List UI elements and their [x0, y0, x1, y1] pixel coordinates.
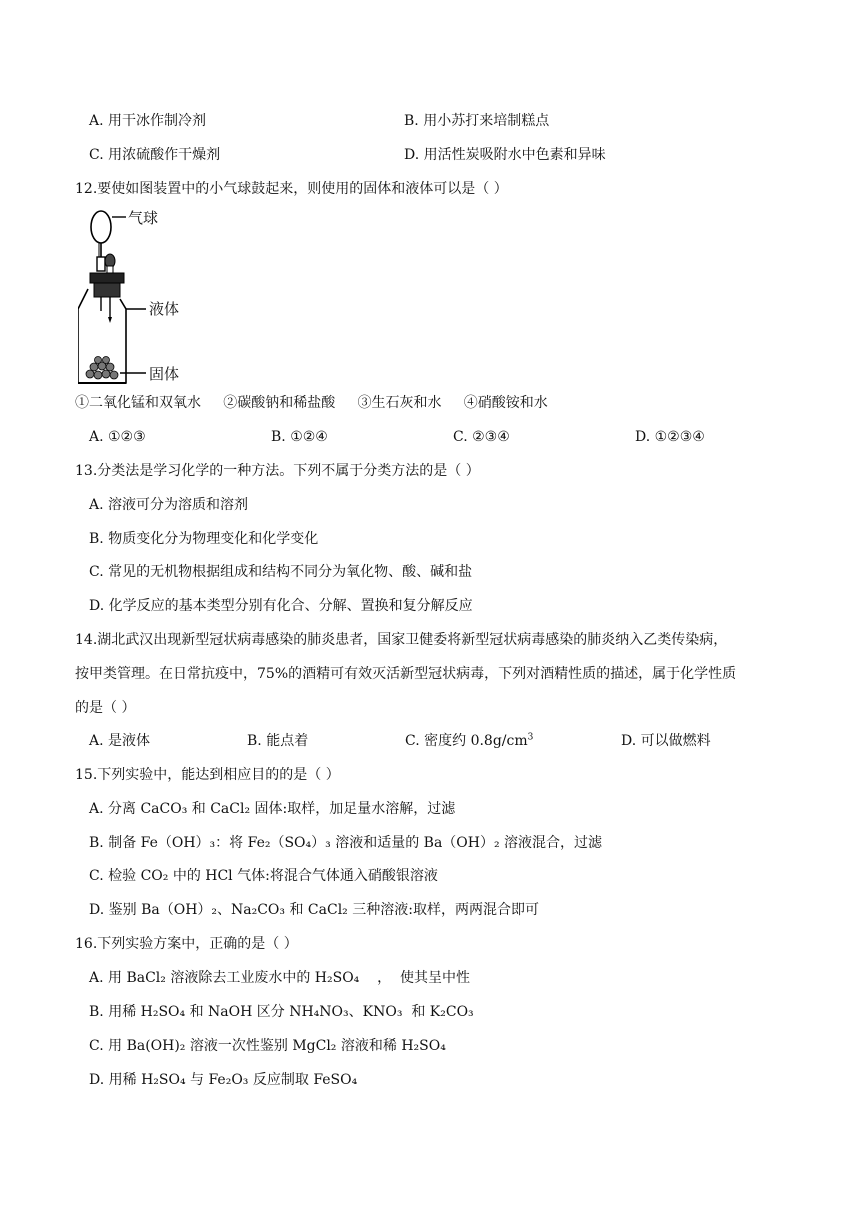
- q12-stem: 12.要使如图装置中的小气球鼓起来，则使用的固体和液体可以是（ ）: [75, 181, 508, 197]
- q14-option-a: A. 是液体: [89, 733, 151, 749]
- q14-option-c: C. 密度约 $0.8g/cm^3$: [405, 732, 534, 749]
- q14-stem-line3: 的是（ ）: [75, 700, 136, 716]
- q11-option-a: A. 用干冰作制冷剂: [89, 113, 207, 129]
- q13-option-d: D. 化学反应的基本类型分别有化合、分解、置换和复分解反应: [89, 598, 473, 614]
- q13-option-b: B. 物质变化分为物理变化和化学变化: [89, 531, 319, 547]
- label-solid: 固体: [149, 365, 180, 383]
- q12-option-d: D. ①②③④: [635, 429, 705, 445]
- q14-option-b: B. 能点着: [247, 733, 309, 749]
- q15-option-a: A. 分离 CaCO₃ 和 CaCl₂ 固体:取样，加足量水溶解，过滤: [89, 801, 456, 817]
- q15-option-c: C. 检验 CO₂ 中的 HCl 气体:将混合气体通入硝酸银溶液: [89, 868, 438, 884]
- q16-stem: 16.下列实验方案中，正确的是（ ）: [75, 936, 298, 952]
- q14-stem-line2: 按甲类管理。在日常抗疫中，75%的酒精可有效灭活新型冠状病毒，下列对酒精性质的描述，属于化学性质: [75, 666, 737, 682]
- label-balloon: 气球: [128, 209, 159, 227]
- q11-option-b: B. 用小苏打来培制糕点: [404, 113, 550, 129]
- q12-option-b: B. ①②④: [271, 429, 328, 445]
- q16-option-c: C. 用 Ba(OH)₂ 溶液一次性鉴别 MgCl₂ 溶液和稀 H₂SO₄: [89, 1038, 446, 1054]
- q12-option-a: A. ①②③: [89, 429, 146, 445]
- q12-choices: ①二氧化锰和双氧水 ②碳酸钠和稀盐酸 ③生石灰和水 ④硝酸铵和水: [75, 395, 548, 411]
- q14-option-d: D. 可以做燃料: [621, 733, 711, 749]
- q15-option-b: B. 制备 Fe（OH）₃：将 Fe₂（SO₄）₃ 溶液和适量的 Ba（OH）₂ 溶液混合，过滤: [89, 835, 603, 851]
- q13-stem: 13.分类法是学习化学的一种方法。下列不属于分类方法的是（ ）: [75, 463, 480, 479]
- q11-option-d: D. 用活性炭吸附水中色素和异味: [404, 147, 606, 163]
- q12-option-c: C. ②③④: [453, 429, 510, 445]
- label-liquid: 液体: [149, 300, 180, 318]
- q11-option-c: C. 用浓硫酸作干燥剂: [89, 147, 221, 163]
- balloon-shape: [91, 211, 111, 243]
- q16-option-d: D. 用稀 H₂SO₄ 与 Fe₂O₃ 反应制取 FeSO₄: [89, 1072, 358, 1088]
- q16-option-a: A. 用 BaCl₂ 溶液除去工业废水中的 H₂SO₄ ， 使其呈中性: [89, 970, 470, 986]
- q12-apparatus-figure: [78, 205, 198, 387]
- q13-option-c: C. 常见的无机物根据组成和结构不同分为氧化物、酸、碱和盐: [89, 564, 473, 580]
- solid-particles: [86, 357, 118, 380]
- q15-option-d: D. 鉴别 Ba（OH）₂、Na₂CO₃ 和 CaCl₂ 三种溶液:取样，两两混合即可: [89, 902, 539, 918]
- q13-option-a: A. 溶液可分为溶质和溶剂: [89, 497, 249, 513]
- q15-stem: 15.下列实验中，能达到相应目的的是（ ）: [75, 767, 340, 783]
- q14-stem-line1: 14.湖北武汉出现新型冠状病毒感染的肺炎患者，国家卫健委将新型冠状病毒感染的肺炎纳入乙类传染病，: [75, 632, 728, 648]
- q16-option-b: B. 用稀 H₂SO₄ 和 NaOH 区分 NH₄NO₃、KNO₃ 和 K₂CO₃: [89, 1004, 474, 1020]
